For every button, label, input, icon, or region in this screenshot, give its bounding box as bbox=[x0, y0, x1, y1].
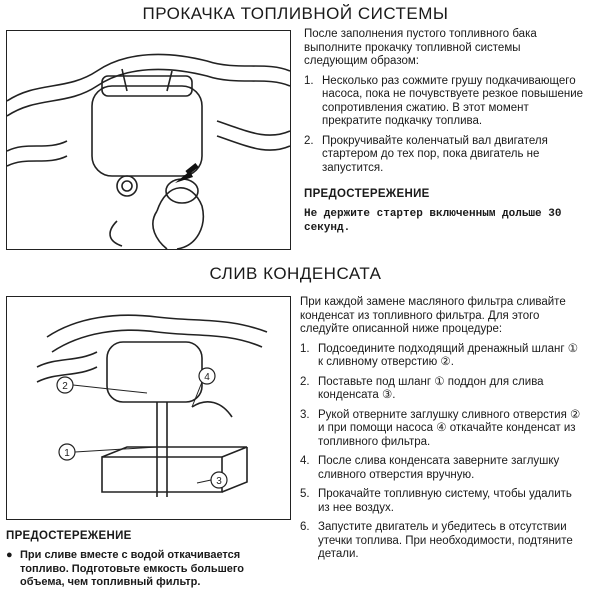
step-text: Поставьте под шланг ① поддон для слива конденсата ③. bbox=[318, 375, 544, 401]
section2-heading: СЛИВ КОНДЕНСАТА bbox=[209, 264, 382, 283]
step-number: 2. bbox=[304, 134, 314, 147]
callout-4: 4 bbox=[204, 372, 210, 383]
step-number: 1. bbox=[300, 342, 310, 355]
drain-setup-drawing bbox=[7, 297, 290, 519]
section2-warning-text: При сливе вместе с водой откачивается топливо. Подготовьте емкость большего объема, чем топливный фильтр. bbox=[20, 549, 245, 588]
section2-intro: При каждой замене масляного фильтра сливайте конденсат из топливного фильтра. Для этого следуйте описанной ниже процедуре: bbox=[300, 296, 566, 335]
list-item bbox=[300, 455, 586, 482]
step-text: Прокручивайте коленчатый вал двигателя стартером до тех пор, пока двигатель не запустится. bbox=[322, 134, 548, 174]
step-number: 6. bbox=[300, 521, 310, 533]
section2-body bbox=[300, 296, 586, 568]
list-item bbox=[300, 376, 586, 403]
section1-warning-title: ПРЕДОСТЕРЕЖЕНИЕ bbox=[304, 188, 430, 200]
list-item bbox=[304, 75, 586, 129]
section1-heading: ПРОКАЧКА ТОПЛИВНОЙ СИСТЕМЫ bbox=[142, 4, 449, 23]
section1-body bbox=[304, 28, 586, 181]
step-text: Прокачайте топливную систему, чтобы удалить из нее воздух. bbox=[318, 488, 572, 514]
step-text: Рукой отверните заглушку сливного отверстия ② и при помощи насоса ④ откачайте конденсат из топливного фильтра. bbox=[318, 408, 581, 448]
list-item bbox=[300, 343, 586, 370]
step-text: Несколько раз сожмите грушу подкачивающего насоса, пока не почувствуете резкое повышение сопротивления сжатию. В этот момент прекратите подкачку топлива. bbox=[322, 74, 584, 127]
section1-warning-text: Не держите стартер включенным дольше 30 секунд. bbox=[304, 208, 562, 234]
section2-warning-title: ПРЕДОСТЕРЕЖЕНИЕ bbox=[6, 530, 132, 542]
step-number: 5. bbox=[300, 488, 310, 500]
step-text: Подсоедините подходящий дренажный шланг ① к сливному отверстию ②. bbox=[318, 342, 579, 368]
engine-pump-drawing bbox=[7, 31, 290, 249]
list-item bbox=[304, 135, 586, 176]
callout-1: 1 bbox=[64, 448, 70, 459]
step-number: 2. bbox=[300, 375, 310, 388]
step-number: 1. bbox=[304, 74, 314, 87]
step-number: 4. bbox=[300, 455, 310, 467]
bullet-icon: ● bbox=[6, 549, 13, 561]
section1-intro: После заполнения пустого топливного бака выполните прокачку топливной системы следующим образом: bbox=[304, 28, 537, 67]
callout-2: 2 bbox=[62, 381, 68, 392]
list-item bbox=[300, 521, 586, 562]
section2-warning-bullet bbox=[6, 549, 290, 590]
callout-3: 3 bbox=[216, 476, 222, 487]
list-item bbox=[300, 488, 586, 515]
fuel-priming-illustration bbox=[6, 30, 291, 250]
step-text: После слива конденсата заверните заглушку сливного отверстия вручную. bbox=[318, 455, 560, 481]
condensate-drain-illustration bbox=[6, 296, 291, 520]
list-item bbox=[300, 409, 586, 450]
step-text: Запустите двигатель и убедитесь в отсутствии утечки топлива. При необходимости, подтяните детали. bbox=[318, 521, 573, 560]
step-number: 3. bbox=[300, 408, 310, 421]
